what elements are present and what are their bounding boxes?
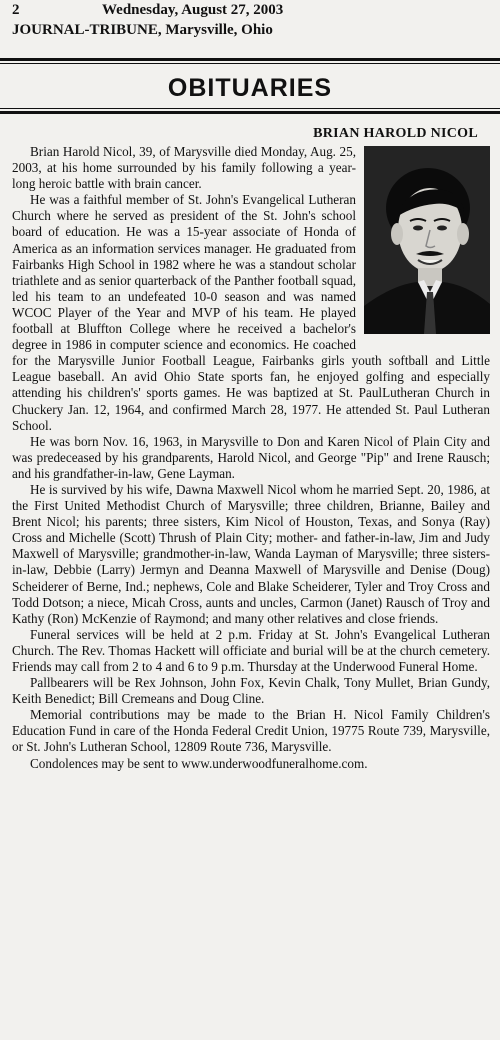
portrait-photo xyxy=(364,146,490,334)
section-rule-bottom xyxy=(0,111,500,114)
obituary-paragraph: Memorial contributions may be made to the Brian H. Nicol Family Children's Education Fund in care of the Honda Federal Credit Union, 19775 Route 739, Marysville, or St. John's Lutheran School, 12809 Route 736, Marysville. xyxy=(12,707,490,755)
page-number: 2 xyxy=(12,2,20,18)
issue-date: Wednesday, August 27, 2003 xyxy=(102,2,284,18)
portrait-image xyxy=(364,146,490,334)
obituary-paragraph: Brian Harold Nicol, 39, of Marysville died Monday, Aug. 25, 2003, at his home surrounded by his family following a year-long heroic battle with brain cancer. xyxy=(12,144,356,192)
obituary-paragraph: Pallbearers will be Rex Johnson, John Fox, Kevin Chalk, Tony Mullet, Brian Gundy, Keith Benedict; Bill Cremeans and Doug Cline. xyxy=(12,675,490,707)
obituary-paragraph: Condolences may be sent to www.underwoodfuneralhome.com. xyxy=(30,755,368,771)
masthead-rule-top xyxy=(0,58,500,61)
obituary-paragraph: He was a faithful member of St. John's Evangelical Lutheran Church where he served as president of the St. John's school board of education. He was a 15-year associate of Honda of America as an information services manager. He graduated from Fairbanks High School in 1982 where he was a standout scholar triathlete and as senior quarterback of the Panther football squad, led his team to an undefeated 10-0 season and was named WCOC Player of the Year and MVP of his team. He played football at Bluffton College where he received a bachelor's degree in 1986 in computer science and economics. He coached for the Marysville Junior Football League, Fairbanks girls youth softball and Little League baseball. An avid Ohio State sports fan, he enjoyed golfing and especially attending his children's' sports games. He was baptized at St. PaulLutheran Church in Chuckery Jan. 12, 1964, and confirmed March 28, 1977. He attended St. Paul Lutheran School. xyxy=(12,192,490,433)
obituary-paragraph: He is survived by his wife, Dawna Maxwell Nicol whom he married Sept. 20, 1986, at the First United Methodist Church of Marysville; three children, Brianne, Bailey and Brent Nicol; his parents; three sisters, Kim Nicol of Houston, Texas, and Sonya (Ray) Cross and Michelle (Scott) Thrush of Plain City; mother- and father-in-law, Jim and Judy Maxwell of Marysville; grandmother-in-law, Wanda Layman of Marysville; three sisters-in-law, Debbie (Larry) Jermyn and Deanna Maxwell of Marysville and Denise (Doug) Scheiderer of Berne, Ind.; nephews, Cole and Blake Scheiderer, Tyler and Troy Cross and Todd Dotson; a niece, Micah Cross, aunts and uncles, Carmon (Janet) Rausch of Troy and Kathy (Ron) McKenzie of Raymond; and many other relatives and close friends. xyxy=(12,481,490,626)
paper-name: JOURNAL-TRIBUNE, Marysville, Ohio xyxy=(12,22,273,38)
obituary-paragraph: Funeral services will be held at 2 p.m. Friday at St. John's Evangelical Lutheran Church. The Rev. Thomas Hackett will officiate and burial will be at the church cemetery. Friends may call from 2 to 4 and 6 to 9 p.m. Thursday at the Underwood Funeral Home. xyxy=(12,626,490,674)
obituary-paragraph: He was born Nov. 16, 1963, in Marysville to Don and Karen Nicol of Plain City and was predeceased by his grandparents, Harold Nicol, and George "Pip" and Irene Rausch; and his grandfather-in-law, Gene Layman. xyxy=(12,433,490,481)
obituary-name: BRIAN HAROLD NICOL xyxy=(313,126,478,141)
obituary-article xyxy=(12,126,490,772)
section-rule-top xyxy=(0,108,500,109)
masthead-rule-bottom xyxy=(0,63,500,64)
obituary-body xyxy=(12,144,490,772)
masthead xyxy=(12,0,488,48)
section-title: OBITUARIES xyxy=(167,74,333,102)
